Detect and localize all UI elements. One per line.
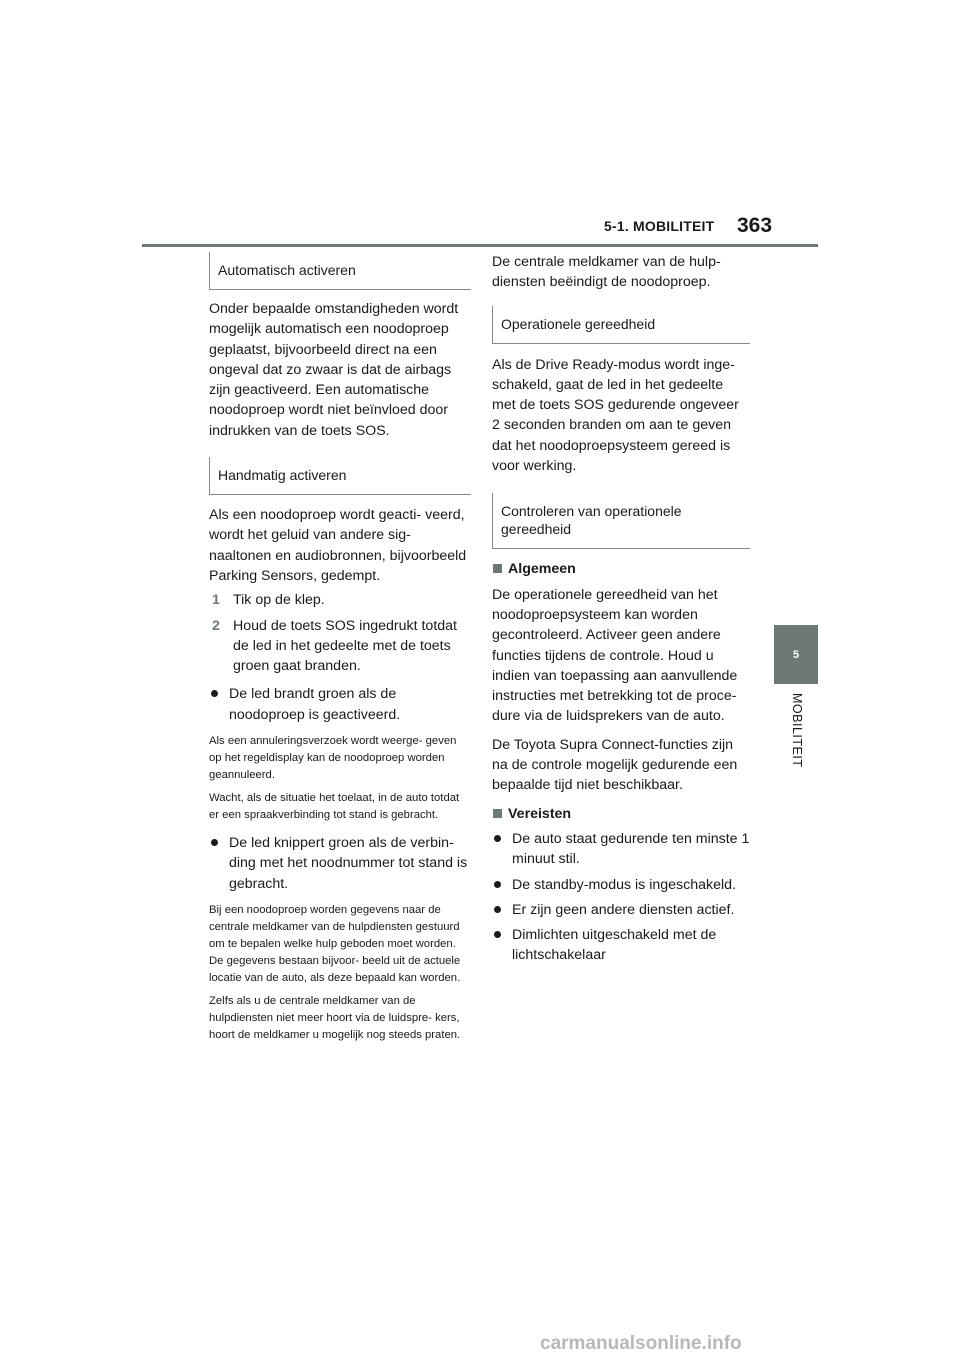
bullet-dot-icon [211,690,218,697]
bullet-dot-icon [494,835,501,842]
page-number: 363 [737,214,773,237]
requirement-item [492,900,750,920]
note-cancel: Als een annuleringsverzoek wordt weerge- geven op het regeldisplay kan de noodoproep worden geannuleerd. [209,735,457,782]
bullet-text: De led knippert groen als de verbin- ding met het noodnummer tot stand is gebracht. [229,835,468,892]
step-item [209,616,471,677]
chapter-tab: 5 [774,625,818,684]
requirement-item [492,925,750,966]
bullet-item [209,684,471,725]
paragraph-manual: Als een noodoproep wordt geacti- veerd, wordt het geluid van andere sig- naaltonen en audiobronnen, bijvoorbeeld Parking Sensors, gedempt. [209,507,467,584]
paragraph-general: De operationele gereedheid van het noodoproepsysteem kan worden gecontroleerd. Activeer geen andere functies tijdens de controle. Houd u indien van toepassing aan aanvullende instructies met betrekking tot de proce- dure via de luidsprekers van de auto. [492,586,738,725]
requirement-item [492,875,750,895]
chapter-tab-label: MOBILITEIT [790,693,804,768]
step-number: 1 [212,592,220,609]
paragraph-automatic: Onder bepaalde omstandigheden wordt mogelijk automatisch een noodoproep geplaatst, bijvoorbeeld direct na een ongeval dat zo zwaar is dat de airbags zijn geactiveerd. Een automatische noodoproep wordt niet beïnvloed door indrukken van de toets SOS. [209,301,459,439]
heading-manual: Handmatig activeren [209,457,471,495]
right-column [492,252,750,966]
bullet-dot-icon [494,906,501,913]
requirement-text: De auto staat gedurende ten minste 1 minuut stil. [512,830,750,868]
paragraph-end-call: De centrale meldkamer van de hulp- diensten beëindigt de noodoproep. [492,254,721,291]
step-text: Tik op de klep. [233,592,325,609]
heading-automatic: Automatisch activeren [209,252,471,290]
bullet-dot-icon [494,931,501,938]
square-marker-icon [493,809,502,818]
step-text: Houd de toets SOS ingedrukt totdat de led in het gedeelte met de toets groen gaat branden. [233,617,457,675]
subheading-requirements-text: Vereisten [508,805,572,822]
square-marker-icon [493,564,502,573]
note-wait: Wacht, als de situatie het toelaat, in de auto totdat er een spraakverbinding tot stand is gebracht. [209,792,460,822]
requirement-text: De standby-modus is ingeschakeld. [512,876,736,893]
paragraph-connect: De Toyota Supra Connect-functies zijn na de controle mogelijk gedurende een bepaalde tijd niet beschikbaar. [492,736,738,794]
watermark: carmanualsonline.info [540,1333,742,1354]
left-column [209,252,471,1044]
subheading-general-text: Algemeen [508,561,576,578]
note-data: Bij een noodoproep worden gegevens naar de centrale meldkamer van de hulpdiensten gestuurd om te bepalen welke hulp geboden moet worden. De gegevens bestaan bijvoor- beeld uit de actuele locatie van de auto, als deze bepaald kan worden. [209,903,461,984]
bullet-item [209,833,471,894]
header-divider [142,244,818,247]
requirement-item [492,829,750,870]
bullet-text: De led brandt groen als de noodoproep is geactiveerd. [229,686,401,723]
requirement-text: Er zijn geen andere diensten actief. [512,901,735,918]
paragraph-readiness: Als de Drive Ready-modus wordt inge- schakeld, gaat de led in het gedeelte met de toets SOS gedurende ongeveer 2 seconden branden om aan te geven dat het noodoproepsysteem gereed is voor werking. [492,356,739,475]
bullet-dot-icon [211,839,218,846]
step-number: 2 [212,617,220,634]
section-title: 5-1. MOBILITEIT [604,218,715,234]
subheading-requirements [492,804,750,824]
bullet-dot-icon [494,881,501,888]
heading-check: Controleren van operationele gereedheid [492,493,750,549]
note-speakers: Zelfs als u de centrale meldkamer van de hulpdiensten niet meer hoort via de luidspre- kers, hoort de meldkamer u mogelijk nog steeds praten. [209,994,461,1041]
subheading-general [492,559,750,579]
step-item [209,590,471,610]
requirement-text: Dimlichten uitgeschakeld met de lichtschakelaar [512,927,717,964]
heading-readiness: Operationele gereedheid [492,306,750,344]
